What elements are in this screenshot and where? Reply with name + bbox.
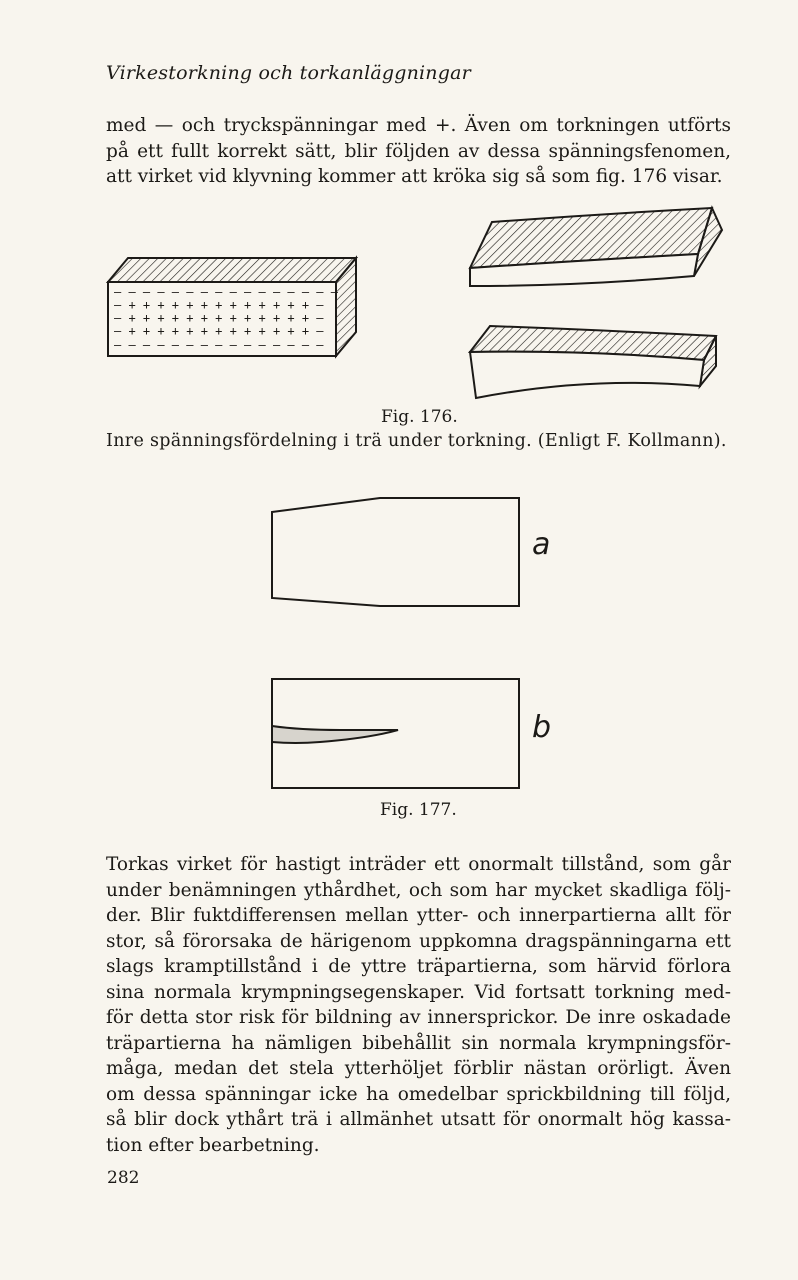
stress-row: – + + + + + + + + + + + + + – bbox=[114, 311, 324, 325]
figure-number: Fig. 176. bbox=[381, 407, 458, 427]
label-b: b bbox=[532, 710, 552, 745]
text-line: stor, så förorsaka de härigenom uppkomna dragspänningarna ett bbox=[106, 930, 731, 952]
paragraph-ythardhet bbox=[106, 852, 731, 1158]
running-header: Virkestorkning och torkanläggningar bbox=[106, 62, 471, 84]
text-line: måga, medan det stela ytterhöljet förblir nästan orörligt. Även bbox=[106, 1058, 731, 1079]
text-line: slags kramptillstånd i de yttre träpartierna, som härvid förlora bbox=[106, 956, 731, 977]
text-line: der. Blir fuktdifferensen mellan ytter- och innerpartierna allt för bbox=[106, 905, 731, 926]
text-line: under benämningen ythårdhet, och som har mycket skadliga följ- bbox=[106, 879, 731, 901]
curved-board-upper bbox=[470, 208, 722, 286]
page-number: 282 bbox=[107, 1168, 140, 1188]
board-b-drawing bbox=[272, 679, 519, 788]
stress-row: – + + + + + + + + + + + + + – bbox=[114, 298, 324, 312]
text-line: så blir dock ythårt trä i allmänhet utsatt för onormalt hög kassa- bbox=[106, 1109, 731, 1130]
text-line: med — och tryckspänningar med +. Även om torkningen utförts bbox=[106, 115, 731, 136]
label-a: a bbox=[532, 527, 551, 562]
figure-number: Fig. 177. bbox=[380, 800, 457, 820]
figure-caption: Inre spänningsfördelning i trä under torkning. (Enligt F. Kollmann). bbox=[106, 431, 727, 451]
stress-row: – + + + + + + + + + + + + + – bbox=[114, 324, 324, 338]
text-line: på ett fullt korrekt sätt, blir följden av dessa spänningsfenomen, bbox=[106, 140, 731, 162]
curved-board-lower bbox=[470, 326, 716, 398]
text-line: att virket vid klyvning kommer att kröka sig så som fig. 176 visar. bbox=[106, 166, 723, 187]
text-line: Torkas virket för hastigt inträder ett onormalt tillstånd, som går bbox=[106, 854, 731, 875]
stress-row: – – – – – – – – – – – – – – – – bbox=[114, 285, 338, 299]
text-line: träpartierna ha nämligen bibehållit sin normala krympningsför- bbox=[106, 1032, 731, 1054]
text-line: om dessa spänningar icke ha omedelbar sprickbildning till följd, bbox=[106, 1083, 731, 1105]
stress-signs bbox=[114, 285, 339, 352]
text-line: tion efter bearbetning. bbox=[106, 1134, 320, 1156]
board-a-drawing bbox=[272, 498, 519, 606]
stress-row: – – – – – – – – – – – – – – – bbox=[114, 338, 324, 352]
text-line: sina normala krympningsegenskaper. Vid fortsatt torkning med- bbox=[106, 981, 731, 1003]
text-line: för detta stor risk för bildning av innersprickor. De inre oskadade bbox=[106, 1007, 731, 1028]
